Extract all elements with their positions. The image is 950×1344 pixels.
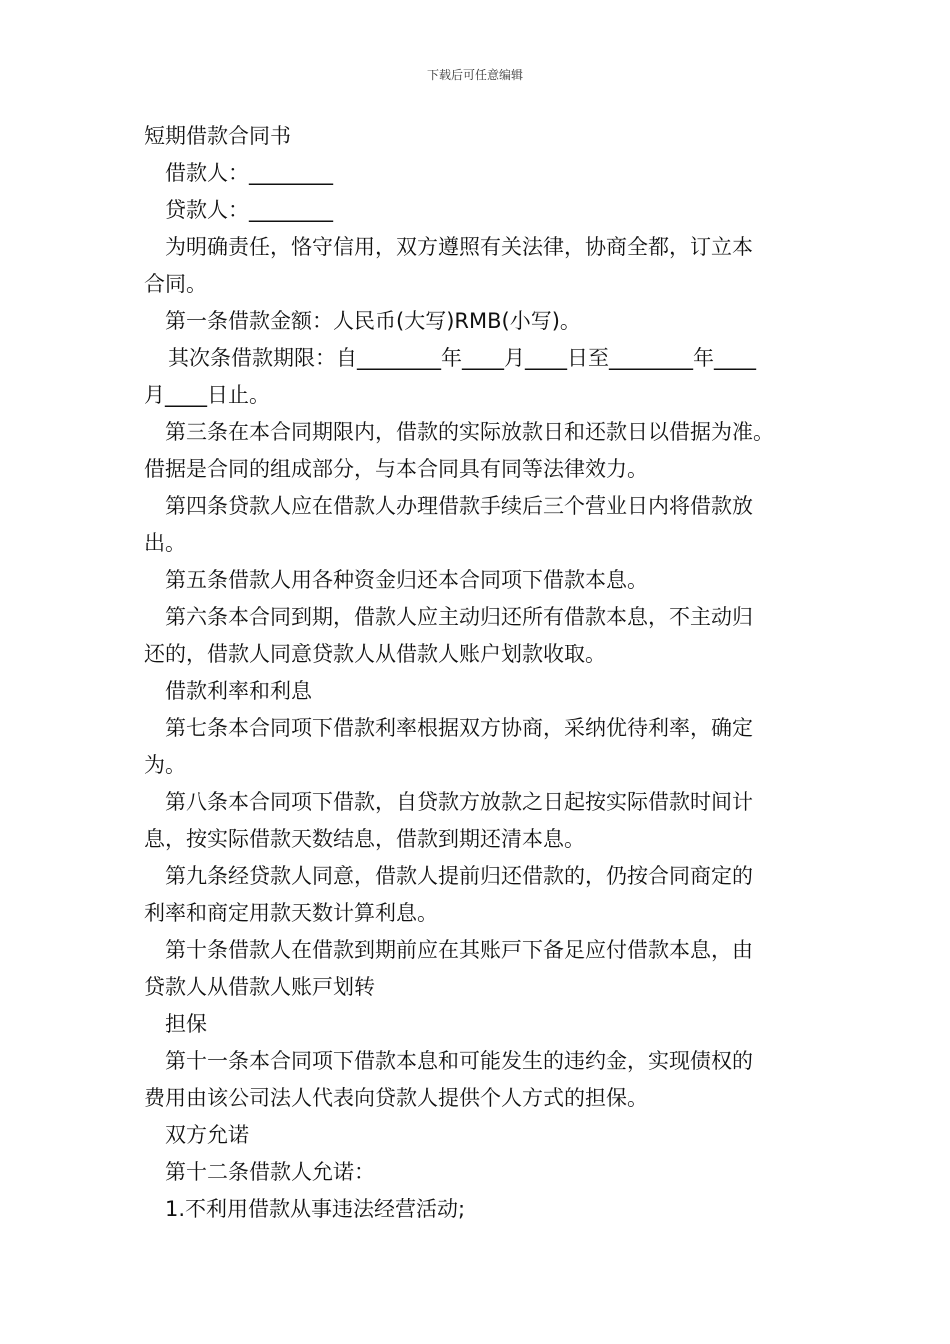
text-line: 费用由该公司法人代表向贷款人提供个人方式的担保。 [144, 1086, 648, 1110]
text-line: 借据是合同的组成部分，与本合同具有同等法律效力。 [144, 457, 648, 481]
text-line: 短期借款合同书 [144, 124, 291, 148]
text-line: 第九条经贷款人同意，借款人提前归还借款的，仍按合同商定的 [165, 864, 753, 888]
text-line: 第五条借款人用各种资金归还本合同项下借款本息。 [165, 568, 648, 592]
text-line: 1.不利用借款从事违法经营活动; [165, 1197, 466, 1221]
text-line: 利率和商定用款天数计算利息。 [144, 901, 438, 925]
text-line: 月____日止。 [144, 383, 270, 407]
text-line: 第六条本合同到期，借款人应主动归还所有借款本息，不主动归 [165, 605, 753, 629]
text-line: 第十一条本合同项下借款本息和可能发生的违约金，实现债权的 [165, 1049, 753, 1073]
contract-body [144, 118, 814, 1228]
text-line: 其次条借款期限：自________年____月____日至________年____ [168, 346, 756, 370]
text-line: 借款人：________ [165, 161, 333, 185]
text-line: 第八条本合同项下借款，自贷款方放款之日起按实际借款时间计 [165, 790, 753, 814]
text-line: 为明确责任，恪守信用，双方遵照有关法律，协商全都，订立本 [165, 235, 753, 259]
text-line: 出。 [144, 531, 186, 555]
text-line: 担保 [165, 1012, 207, 1036]
text-line: 贷款人从借款人账戸划转 [144, 975, 375, 999]
text-line: 贷款人：________ [165, 198, 333, 222]
text-line: 第一条借款金额：人民币(大写)RMB(小写)。 [165, 309, 581, 333]
text-line: 合同。 [144, 272, 207, 296]
text-line: 第十二条借款人允诺： [165, 1160, 375, 1184]
text-line: 双方允诺 [165, 1123, 249, 1147]
text-line: 第十条借款人在借款到期前应在其账戸下备足应付借款本息，由 [165, 938, 753, 962]
text-line: 息，按实际借款天数结息，借款到期还清本息。 [144, 827, 585, 851]
header-note: 下载后可任意编辑 [426, 68, 523, 82]
text-line: 第四条贷款人应在借款人办理借款手续后三个营业日内将借款放 [165, 494, 753, 518]
text-line: 还的，借款人同意贷款人从借款人账户划款收取。 [144, 642, 606, 666]
text-line: 第三条在本合同期限内，借款的实际放款日和还款日以借据为准。 [165, 420, 774, 444]
text-line: 第七条本合同项下借款利率根据双方协商，采纳优待利率，确定 [165, 716, 753, 740]
text-line: 为。 [144, 753, 186, 777]
text-line: 借款利率和利息 [165, 679, 312, 703]
